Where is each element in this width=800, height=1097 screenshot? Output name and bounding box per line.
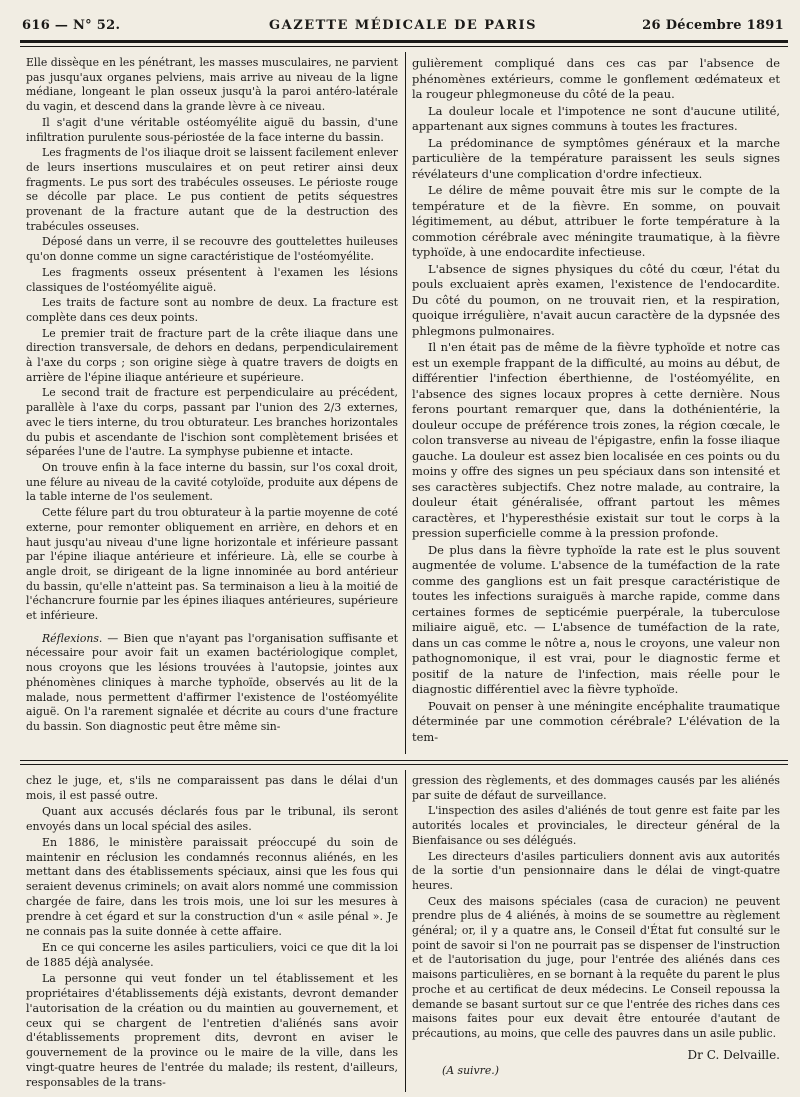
- paragraph: Déposé dans un verre, il se recouvre des gouttelettes huileuses qu'on donne comme un signe caractéristique de l'ostéomyélite.: [26, 235, 398, 264]
- section-rule-2: [20, 764, 788, 765]
- upper-left-column: [26, 56, 398, 752]
- paragraph: La douleur locale et l'impotence ne sont d'aucune utilité, appartenant aux signes communs à toutes les fractures.: [412, 103, 780, 133]
- header-rule-thin: [20, 46, 788, 47]
- paragraph: Ceux des maisons spéciales (casa de curacion) ne peuvent prendre plus de 4 aliénés, à moins de se soumettre au règlement général; or, il y a quatre ans, le Conseil d'État fut consulté sur le point de savoir si l'on ne pourrait pas se dispenser de l'instruction et de l'autorisation du juge, pour l'entrée des aliénés dans ces maisons particulières, en se bornant à la requête du parent le plus proche et au certificat de deux médecins. Le Conseil repoussa la demande se basant surtout sur ce que l'entrée des riches dans ces maisons faites pour eux devait être entourée d'autant de précautions, au moins, que celle des pauvres dans un asile public.: [412, 894, 780, 1040]
- lower-left-column: [26, 774, 398, 1090]
- paragraph: De plus dans la fièvre typhoïde la rate est le plus souvent augmentée de volume. L'absence de la tuméfaction de la rate comme des ganglions est un fait presque caractéristique de toutes les infections suraiguës à marche rapide, comme dans certaines formes de septicémie puerpérale, la tuberculose miliaire aiguë, etc. — L'absence de tuméfaction de la rate, dans un cas comme le nôtre a, nous le croyons, une valeur non pathognomonique, il est vrai, pour le diagnostic ferme et positif de la nature de l'infection, mais réelle pour le diagnostic différentiel avec la fièvre typhoïde.: [412, 542, 780, 696]
- paragraph: Elle dissèque en les pénétrant, les masses musculaires, ne parvient pas jusqu'aux organes pelviens, mais arrive au niveau de la ligne médiane, longeant le plan osseux jusqu'à la paroi antéro-latérale du vagin, et descend dans la grande lèvre à ce niveau.: [26, 56, 398, 114]
- header-rule: [20, 40, 788, 43]
- paragraph: En 1886, le ministère paraissait préoccupé du soin de maintenir en réclusion les condamnés reconnus aliénés, en les mettant dans des établissements spéciaux, ainsi que les fous qui seraient devenus criminels; on avait alors nommé une commission chargée de faire, dans les trois mois, une loi sur les mesures à prendre à cet égard et sur la construction d'un « asile pénal ». Je ne connais pas la suite donnée à cette affaire.: [26, 835, 398, 939]
- lower-right-column: [412, 774, 780, 1090]
- column-rule: [405, 52, 406, 754]
- section-rule: [20, 760, 788, 761]
- author-signature: Dr C. Delvaille.: [687, 1047, 780, 1062]
- paragraph: On trouve enfin à la face interne du bassin, sur l'os coxal droit, une félure au niveau de la cavité cotyloïde, produite aux dépens de la table interne de l'os seulement.: [26, 460, 398, 504]
- reflexions-label: Réflexions.: [42, 631, 103, 645]
- journal-title: GAZETTE MÉDICALE DE PARIS: [269, 18, 537, 33]
- paragraph: Les fragments osseux présentent à l'examen les lésions classiques de l'ostéomyélite aiguë.: [26, 265, 398, 294]
- reflexions-paragraph: [26, 632, 398, 735]
- issue-date: 26 Décembre 1891: [642, 18, 784, 33]
- paragraph: Cette félure part du trou obturateur à la partie moyenne de coté externe, pour remonter obliquement en arrière, en dehors et en haut jusqu'au niveau d'une ligne horizontale et inférieure passant par l'épine iliaque antérieure et inférieure. Là, elle se courbe à angle droit, se dirigeant de la ligne innominée au bord antérieur du bassin, qu'elle n'atteint pas. Sa terminaison a lieu à la moitié de l'échancrure fournie par les épines iliaques antérieures, supérieure et inférieure.: [26, 506, 398, 623]
- paragraph: En ce qui concerne les asiles particuliers, voici ce que dit la loi de 1885 déjà analysée.: [26, 940, 398, 969]
- to-be-continued: (A suivre.): [442, 1064, 499, 1078]
- paragraph: La personne qui veut fonder un tel établissement et les propriétaires d'établissements déjà existants, devront demander l'autorisation de la création ou du maintien au gouvernement, et ceux qui se chargent de l'entretien d'aliénés sans avoir d'établissements proprement dits, devront en aviser le gouvernement de la province ou le maire de la ville, dans les vingt-quatre heures de l'entrée du malade; ils restent, d'ailleurs, responsables de la trans-: [26, 971, 398, 1090]
- paragraph: Les traits de facture sont au nombre de deux. La fracture est complète dans ces deux points.: [26, 296, 398, 324]
- paragraph: Le second trait de fracture est perpendiculaire au précédent, parallèle à l'axe du corps, passant par l'union des 2/3 externes, avec le tiers interne, du trou obturateur. Les branches horizontales du pubis et ascendante de l'ischion sont complètement brisées et séparées l'une de l'autre. La symphyse pubienne et intacte.: [26, 386, 398, 459]
- paragraph: gression des règlements, et des dommages causés par les aliénés par suite de défaut de surveillance.: [412, 774, 780, 802]
- column-rule-lower: [405, 770, 406, 1092]
- paragraph: Le premier trait de fracture part de la crête iliaque dans une direction transversale, de dehors en dedans, perpendiculairement à l'axe du corps ; son origine siège à quatre travers de doigts en arrière de l'épine iliaque antérieure et supérieure.: [26, 326, 398, 384]
- paragraph: gulièrement compliqué dans ces cas par l'absence de phénomènes extérieurs, comme le gonflement œdémateux et la rougeur phlegmoneuse du côté de la peau.: [412, 56, 780, 101]
- paragraph: L'inspection des asiles d'aliénés de tout genre est faite par les autorités locales et provinciales, le directeur général de la Bienfaisance ou ses délégués.: [412, 804, 780, 847]
- paragraph: Il s'agit d'une véritable ostéomyélite aiguë du bassin, d'une infiltration purulente sous-périostée de la face interne du bassin.: [26, 115, 398, 144]
- paragraph: La prédominance de symptômes généraux et la marche particulière de la température paraissent les seuls signes révélateurs d'une complication d'ordre infectieux.: [412, 135, 780, 181]
- paragraph: Les directeurs d'asiles particuliers donnent avis aux autorités de la sortie d'un pensionnaire dans le délai de vingt-quatre heures.: [412, 849, 780, 892]
- reflexions-text: — Bien que n'ayant pas l'organisation suffisante et nécessaire pour avoir fait un examen bactériologique complet, nous croyons que les lésions trouvées à l'autopsie, jointes aux phénomènes cliniques à marche typhoïde, observés au lit de la malade, nous permettent d'affirmer l'existence de l'ostéomyélite aiguë. On l'a rarement signalée et décrite au cours d'une fracture du bassin. Son diagnostic peut être même sin-: [26, 631, 398, 733]
- page-header: [22, 16, 784, 38]
- page-number: 616 — N° 52.: [22, 18, 121, 33]
- paragraph: Les fragments de l'os iliaque droit se laissent facilement enlever de leurs insertions musculaires et on peut retirer ainsi deux fragments. Le pus sort des trabécules osseuses. Le périoste rouge se décolle par place. Le pus contient de petits séquestres provenant de la fracture autant que de la destruction des trabécules osseuses.: [26, 146, 398, 233]
- paragraph: Il n'en était pas de même de la fièvre typhoïde et notre cas est un exemple frappant de la difficulté, au moins au début, de différentier l'infection éberthienne, de l'ostéomyélite, en l'absence des signes locaux propres à cette dernière. Nous ferons pourtant remarquer que, dans la dothénientérie, la douleur occupe de préférence trois zones, la région cœcale, le colon transverse au niveau de l'épigastre, enfin la fosse iliaque gauche. La douleur est assez bien localisée en ces points ou du moins y offre des signes un peu spéciaux dans son intensité et ses caractères subjectifs. Chez notre malade, au contraire, la douleur était généralisée, offrant partout les mêmes caractères, et l'hyperesthésie existait sur tout le corps à la pression superficielle comme à la pression profonde.: [412, 340, 780, 540]
- paragraph: Le délire de même pouvait être mis sur le compte de la température et de la fièvre. En somme, on pouvait légitimement, au début, attribuer le forte température à la commotion cérébrale avec méningite traumatique, à la fièvre typhoïde, à une endocardite infectieuse.: [412, 183, 780, 259]
- paragraph: chez le juge, et, s'ils ne comparaissent pas dans le délai d'un mois, il est passé outre.: [26, 774, 398, 802]
- upper-right-column: [412, 56, 780, 752]
- paragraph: L'absence de signes physiques du côté du cœur, l'état du pouls excluaient après examen, l'existence de l'endocardite. Du côté du poumon, on ne trouvait rien, et la respiration, quoique irrégulière, n'avait aucun caractère de la dypsnée des phlegmons pulmonaires.: [412, 261, 780, 338]
- paragraph: Pouvait on penser à une méningite encéphalite traumatique déterminée par une commotion cérébrale? L'élévation de la tem-: [412, 698, 780, 744]
- paragraph: Quant aux accusés déclarés fous par le tribunal, ils seront envoyés dans un local spécial des asiles.: [26, 804, 398, 833]
